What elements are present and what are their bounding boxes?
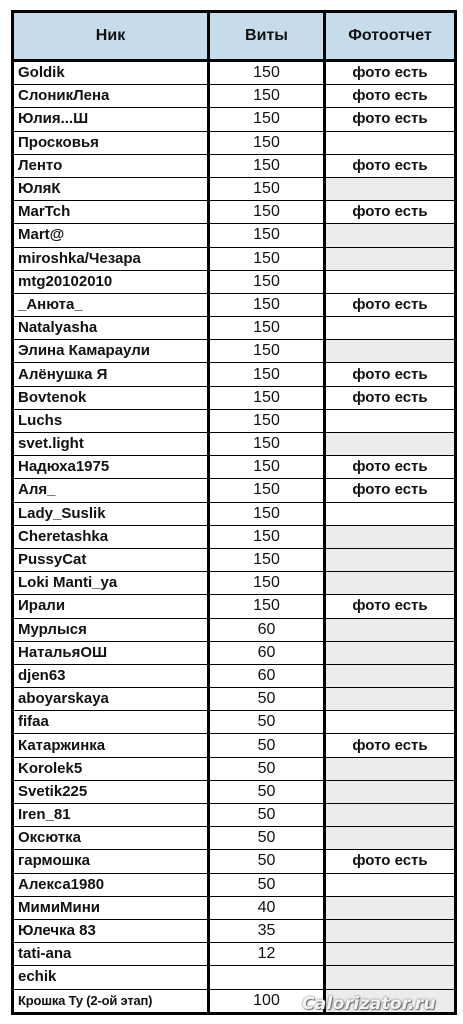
cell-vity: 50	[209, 757, 325, 780]
cell-foto: фото есть	[325, 386, 456, 409]
table-row	[13, 618, 456, 641]
table-row	[13, 757, 456, 780]
cell-nick: Мурлыся	[13, 618, 209, 641]
cell-nick: СлоникЛена	[13, 85, 209, 108]
table-row	[13, 850, 456, 873]
cell-vity: 150	[209, 108, 325, 131]
cell-foto	[325, 688, 456, 711]
cell-foto	[325, 572, 456, 595]
table-row	[13, 502, 456, 525]
cell-nick: Cheretashka	[13, 525, 209, 548]
cell-nick: Алекса1980	[13, 873, 209, 896]
cell-nick: Natalyasha	[13, 317, 209, 340]
cell-vity: 150	[209, 595, 325, 618]
cell-vity: 150	[209, 363, 325, 386]
cell-nick: Luchs	[13, 409, 209, 432]
cell-nick: Юлия...Ш	[13, 108, 209, 131]
cell-foto: фото есть	[325, 734, 456, 757]
table-row	[13, 989, 456, 1013]
cell-foto: фото есть	[325, 456, 456, 479]
header-nick: Ник	[13, 12, 209, 61]
cell-vity: 150	[209, 572, 325, 595]
cell-foto	[325, 757, 456, 780]
cell-foto	[325, 966, 456, 989]
table-row	[13, 595, 456, 618]
cell-nick: djen63	[13, 664, 209, 687]
cell-nick: aboyarskaya	[13, 688, 209, 711]
cell-vity: 60	[209, 618, 325, 641]
cell-vity: 150	[209, 409, 325, 432]
cell-foto	[325, 896, 456, 919]
cell-vity: 150	[209, 456, 325, 479]
cell-vity: 150	[209, 548, 325, 571]
table-row	[13, 247, 456, 270]
table-row	[13, 943, 456, 966]
table-row	[13, 61, 456, 85]
table-row	[13, 525, 456, 548]
cell-vity: 150	[209, 386, 325, 409]
cell-nick: гармошка	[13, 850, 209, 873]
cell-foto: фото есть	[325, 850, 456, 873]
cell-vity: 60	[209, 664, 325, 687]
table-row	[13, 363, 456, 386]
table-row	[13, 131, 456, 154]
table-row	[13, 641, 456, 664]
cell-nick: Bovtenok	[13, 386, 209, 409]
cell-nick: Korolek5	[13, 757, 209, 780]
table-row	[13, 270, 456, 293]
table-row	[13, 734, 456, 757]
cell-nick: Ирали	[13, 595, 209, 618]
cell-foto	[325, 873, 456, 896]
header-foto: Фотоотчет	[325, 12, 456, 61]
cell-nick: PussyCat	[13, 548, 209, 571]
cell-nick: Надюха1975	[13, 456, 209, 479]
cell-foto	[325, 270, 456, 293]
cell-nick: Lady_Suslik	[13, 502, 209, 525]
cell-foto	[325, 780, 456, 803]
cell-vity: 50	[209, 804, 325, 827]
cell-nick: Svetik225	[13, 780, 209, 803]
cell-nick: Просковья	[13, 131, 209, 154]
cell-foto	[325, 943, 456, 966]
table-body	[13, 61, 456, 1014]
table-row	[13, 340, 456, 363]
cell-vity: 50	[209, 873, 325, 896]
table-row	[13, 386, 456, 409]
cell-vity: 50	[209, 711, 325, 734]
cell-foto: фото есть	[325, 154, 456, 177]
table-row	[13, 664, 456, 687]
table-row	[13, 780, 456, 803]
cell-vity: 150	[209, 201, 325, 224]
table-row	[13, 711, 456, 734]
table-row	[13, 293, 456, 316]
table-row	[13, 154, 456, 177]
cell-foto	[325, 525, 456, 548]
vitamins-table	[11, 10, 457, 1015]
cell-vity: 50	[209, 850, 325, 873]
cell-vity: 100	[209, 989, 325, 1013]
cell-vity: 40	[209, 896, 325, 919]
cell-nick: Loki Manti_ya	[13, 572, 209, 595]
cell-foto	[325, 804, 456, 827]
cell-vity: 150	[209, 340, 325, 363]
cell-nick: Катаржинка	[13, 734, 209, 757]
cell-vity: 50	[209, 734, 325, 757]
cell-vity: 50	[209, 780, 325, 803]
cell-nick: Ленто	[13, 154, 209, 177]
cell-foto	[325, 317, 456, 340]
table-row	[13, 317, 456, 340]
cell-nick: Аля_	[13, 479, 209, 502]
cell-nick: Оксютка	[13, 827, 209, 850]
cell-foto	[325, 131, 456, 154]
cell-foto	[325, 502, 456, 525]
cell-nick: miroshka/Чезара	[13, 247, 209, 270]
cell-foto	[325, 711, 456, 734]
cell-nick: Алёнушка Я	[13, 363, 209, 386]
table-row	[13, 919, 456, 942]
table-row	[13, 108, 456, 131]
cell-foto	[325, 664, 456, 687]
table-row	[13, 896, 456, 919]
watermark: Calorizator.ru	[302, 994, 436, 1014]
cell-nick: Элина Камараули	[13, 340, 209, 363]
cell-nick: МимиМини	[13, 896, 209, 919]
table-row	[13, 572, 456, 595]
cell-foto: фото есть	[325, 85, 456, 108]
table-row	[13, 433, 456, 456]
cell-foto	[325, 433, 456, 456]
table-row	[13, 177, 456, 200]
cell-nick: Юлечка 83	[13, 919, 209, 942]
table-row	[13, 456, 456, 479]
cell-nick: mtg20102010	[13, 270, 209, 293]
cell-foto	[325, 224, 456, 247]
cell-foto: фото есть	[325, 363, 456, 386]
table-row	[13, 224, 456, 247]
cell-vity: 150	[209, 131, 325, 154]
cell-vity: 150	[209, 270, 325, 293]
cell-vity: 150	[209, 317, 325, 340]
cell-foto: фото есть	[325, 479, 456, 502]
cell-foto: фото есть	[325, 108, 456, 131]
cell-nick: НатальяОШ	[13, 641, 209, 664]
cell-vity: 35	[209, 919, 325, 942]
cell-vity: 150	[209, 154, 325, 177]
cell-foto	[325, 177, 456, 200]
table-row	[13, 479, 456, 502]
cell-nick: MarTch	[13, 201, 209, 224]
cell-vity: 150	[209, 61, 325, 85]
cell-vity: 50	[209, 827, 325, 850]
table-row	[13, 548, 456, 571]
header-vity: Виты	[209, 12, 325, 61]
table-row	[13, 201, 456, 224]
cell-vity: 150	[209, 177, 325, 200]
cell-nick: echik	[13, 966, 209, 989]
cell-foto	[325, 827, 456, 850]
cell-nick: svet.light	[13, 433, 209, 456]
cell-nick: ЮляК	[13, 177, 209, 200]
cell-vity: 150	[209, 247, 325, 270]
cell-nick: Iren_81	[13, 804, 209, 827]
cell-foto: фото есть	[325, 61, 456, 85]
table-row	[13, 85, 456, 108]
cell-foto	[325, 641, 456, 664]
cell-vity: 150	[209, 525, 325, 548]
cell-vity: 60	[209, 641, 325, 664]
cell-vity: 12	[209, 943, 325, 966]
cell-nick: Крошка Ту (2-ой этап)	[13, 989, 209, 1013]
cell-foto	[325, 409, 456, 432]
table-row	[13, 966, 456, 989]
cell-foto: фото есть	[325, 595, 456, 618]
table-row	[13, 827, 456, 850]
cell-nick: _Анюта_	[13, 293, 209, 316]
cell-nick: Mart@	[13, 224, 209, 247]
cell-nick: tati-ana	[13, 943, 209, 966]
table-row	[13, 688, 456, 711]
cell-nick: Goldik	[13, 61, 209, 85]
table-row	[13, 873, 456, 896]
cell-foto	[325, 340, 456, 363]
table-row	[13, 409, 456, 432]
cell-foto	[325, 919, 456, 942]
cell-vity: 150	[209, 479, 325, 502]
header-row	[13, 12, 456, 61]
cell-vity: 50	[209, 688, 325, 711]
cell-foto: фото есть	[325, 201, 456, 224]
cell-vity	[209, 966, 325, 989]
cell-foto	[325, 247, 456, 270]
cell-foto	[325, 548, 456, 571]
table-row	[13, 804, 456, 827]
cell-foto	[325, 989, 456, 1013]
cell-vity: 150	[209, 85, 325, 108]
cell-foto: фото есть	[325, 293, 456, 316]
cell-vity: 150	[209, 502, 325, 525]
cell-vity: 150	[209, 224, 325, 247]
cell-vity: 150	[209, 433, 325, 456]
cell-nick: fifaa	[13, 711, 209, 734]
cell-foto	[325, 618, 456, 641]
cell-vity: 150	[209, 293, 325, 316]
